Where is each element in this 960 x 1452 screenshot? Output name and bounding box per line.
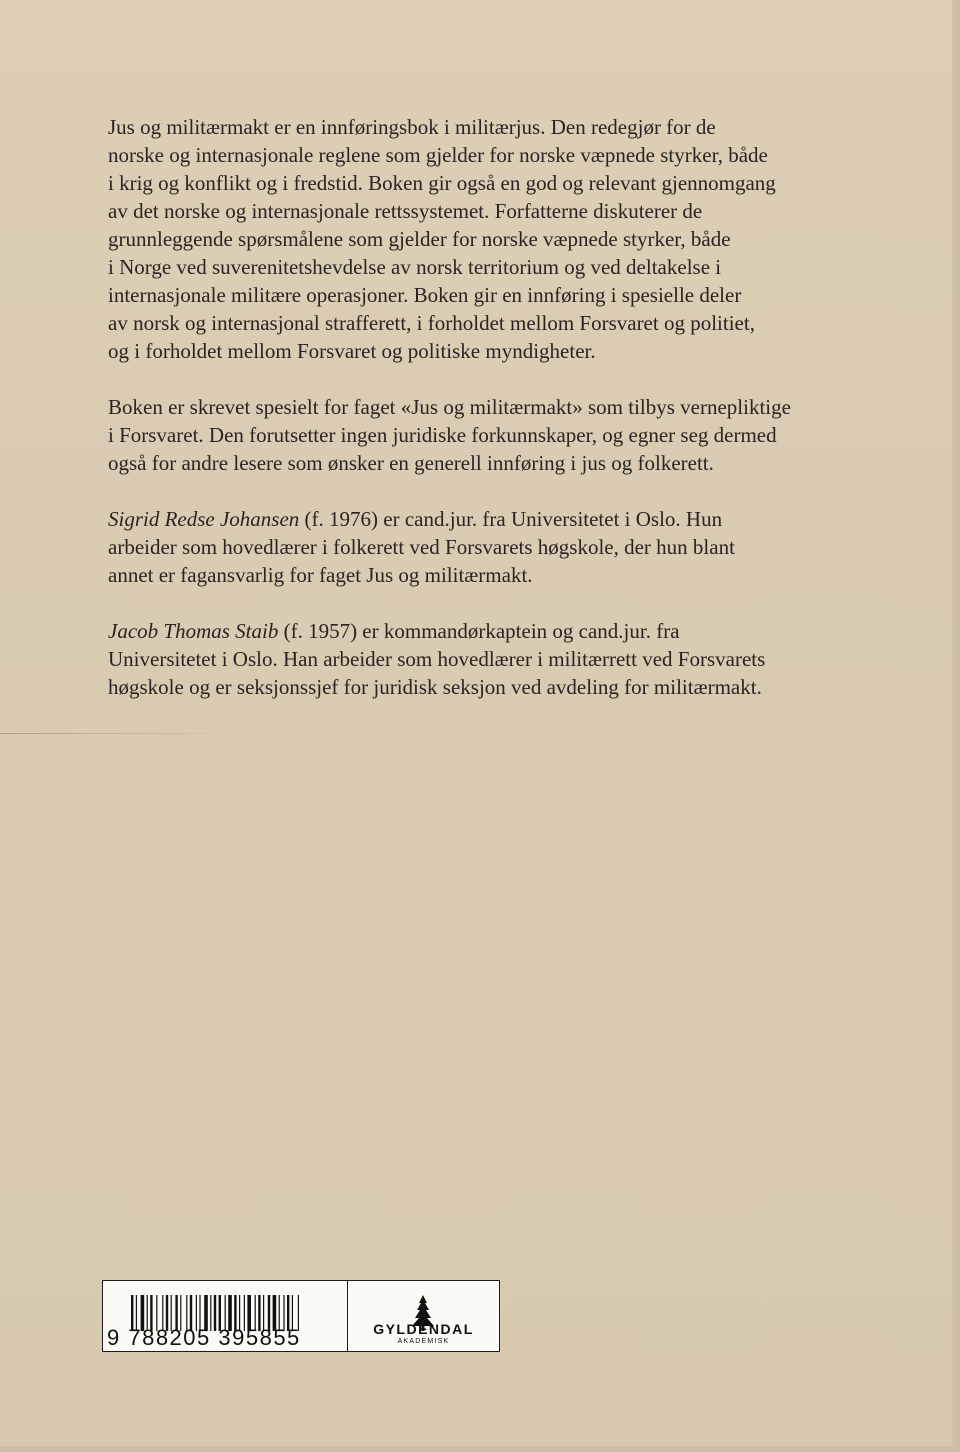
- text-line: norske og internasjonale reglene som gjelder for norske væpnede styrker, både: [108, 143, 768, 167]
- text-line: [108, 505, 848, 533]
- author-bio-1: [108, 505, 848, 589]
- flap-fold-line: [0, 733, 245, 734]
- audience-paragraph: [108, 393, 848, 477]
- publisher-name: GYLDENDAL: [373, 1321, 474, 1337]
- description-paragraph: [108, 113, 848, 365]
- text-line: Universitetet i Oslo. Han arbeider som hovedlærer i militærrett ved Forsvarets: [108, 647, 766, 671]
- publisher-logo: [348, 1281, 499, 1351]
- text-line: høgskole og er seksjonssjef for juridisk seksjon ved avdeling for militærmakt.: [108, 675, 762, 699]
- author-bio-text: (f. 1976) er cand.jur. fra Universitetet i Oslo. Hun: [299, 507, 723, 531]
- text-line: av norsk og internasjonal strafferett, i forholdet mellom Forsvaret og politiet,: [108, 311, 755, 335]
- text-line: internasjonale militære operasjoner. Boken gir en innføring i spesielle deler: [108, 283, 742, 307]
- text-line: og i forholdet mellom Forsvaret og politiske myndigheter.: [108, 339, 596, 363]
- text-line: Boken er skrevet spesielt for faget «Jus og militærmakt» som tilbys vernepliktige: [108, 395, 791, 419]
- text-line: av det norske og internasjonale rettssystemet. Forfatterne diskuterer de: [108, 199, 703, 223]
- author-bio-2: [108, 617, 848, 701]
- isbn-number: 9 788205 395855: [107, 1325, 301, 1350]
- text-line: i Forsvaret. Den forutsetter ingen juridiske forkunnskaper, og egner seg dermed: [108, 423, 777, 447]
- text-line: også for andre lesere som ønsker en generell innføring i jus og folkerett.: [108, 451, 714, 475]
- text-line: i krig og konflikt og i fredstid. Boken gir også en god og relevant gjennomgang: [108, 171, 776, 195]
- blurb-text: [108, 113, 848, 729]
- text-line: i Norge ved suverenitetshevdelse av norsk territorium og ved deltakelse i: [108, 255, 722, 279]
- text-line: grunnleggende spørsmålene som gjelder for norske væpnede styrker, både: [108, 227, 731, 251]
- text-line: [108, 617, 848, 645]
- text-line: Jus og militærmakt er en innføringsbok i militærjus. Den redegjør for de: [108, 115, 716, 139]
- publisher-imprint: AKADEMISK: [397, 1338, 450, 1345]
- barcode: [103, 1281, 348, 1351]
- text-line: arbeider som hovedlærer i folkerett ved Forsvarets høgskole, der hun blant: [108, 535, 735, 559]
- author-name: Sigrid Redse Johansen: [108, 507, 300, 531]
- text-line: annet er fagansvarlig for faget Jus og militærmakt.: [108, 563, 533, 587]
- cover-spine-edge: [952, 0, 960, 1452]
- isbn-barcode-panel: [102, 1280, 500, 1352]
- author-bio-text: (f. 1957) er kommandørkaptein og cand.jur. fra: [278, 619, 680, 643]
- cover-bottom-edge: [0, 1446, 960, 1452]
- author-name: Jacob Thomas Staib: [108, 619, 279, 643]
